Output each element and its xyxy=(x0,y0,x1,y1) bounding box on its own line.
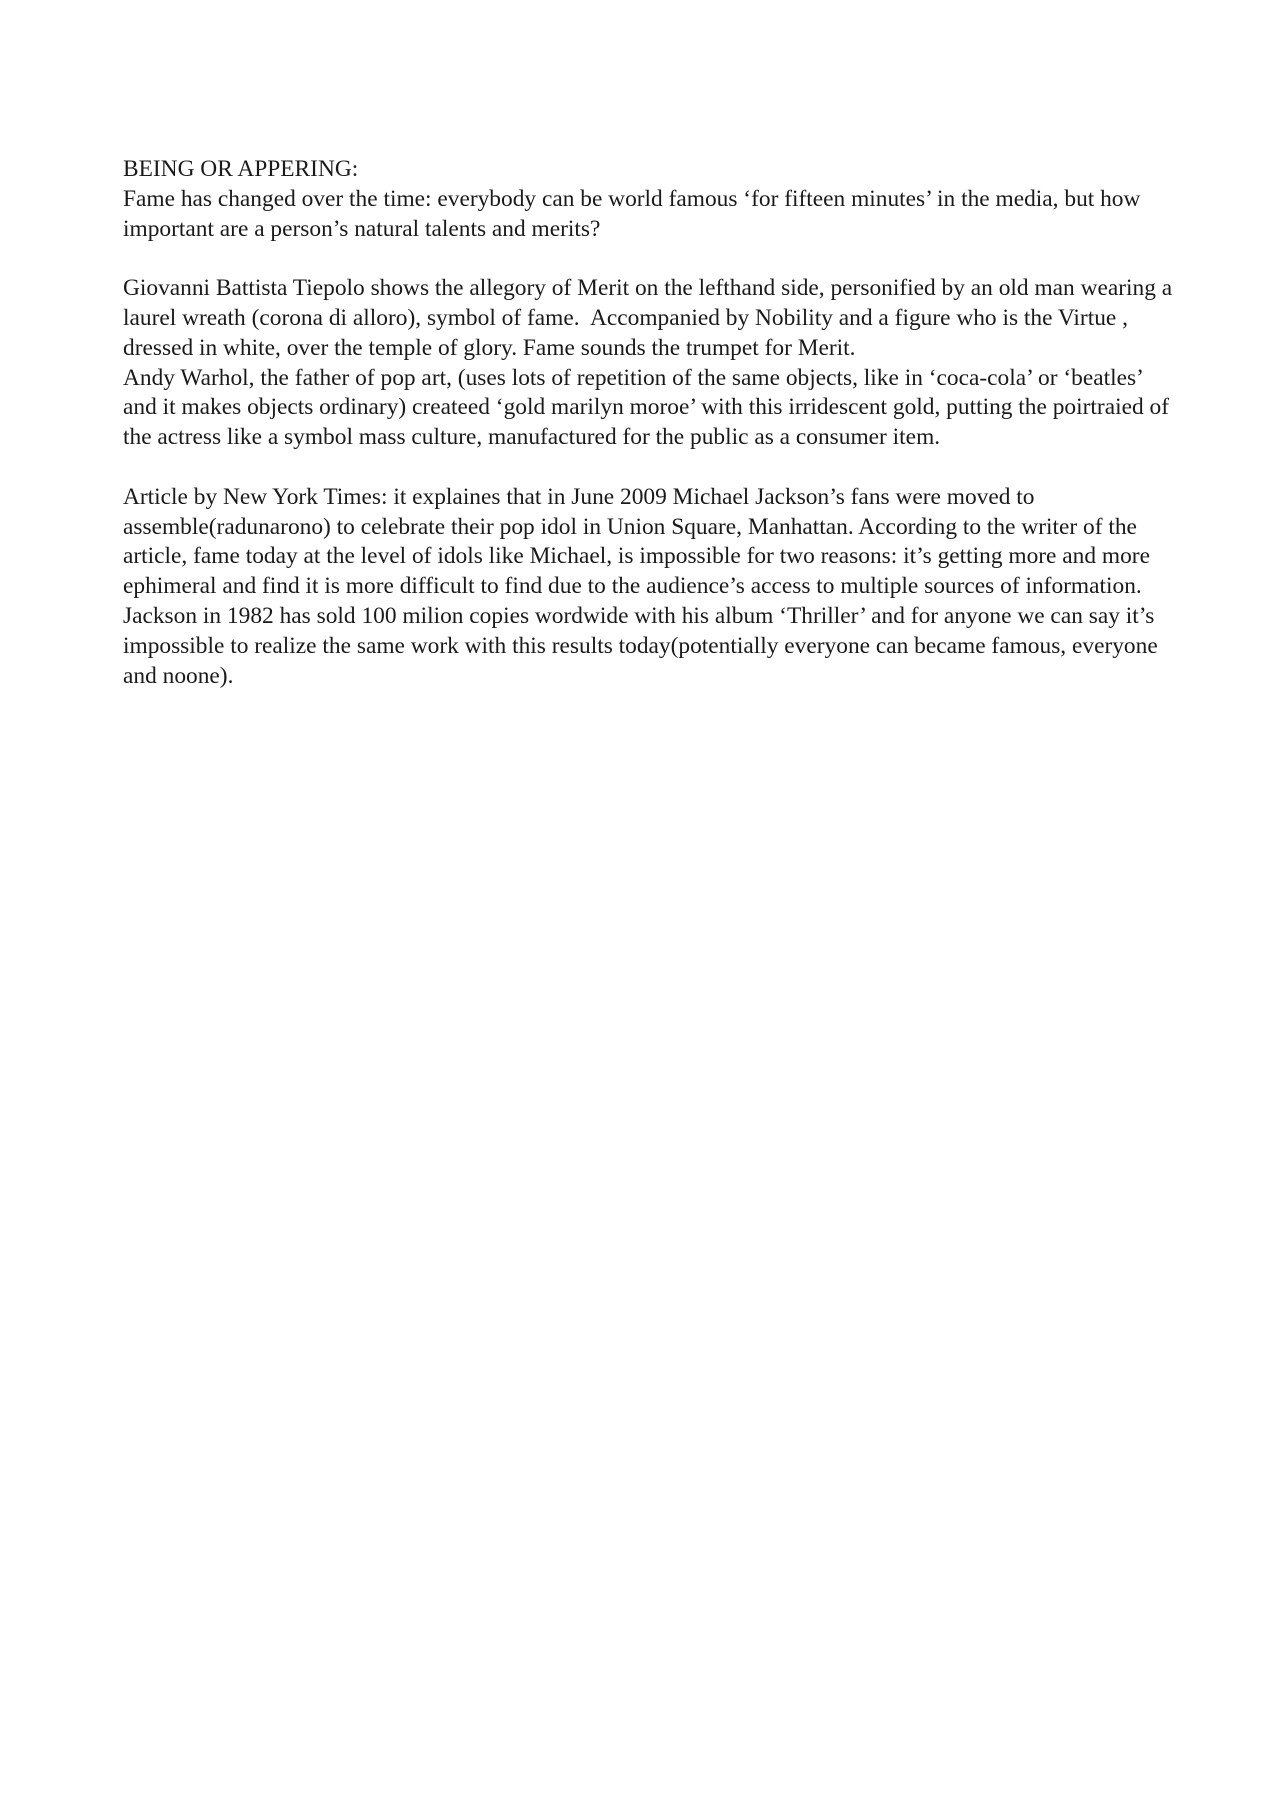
paragraph-fame-intro: Fame has changed over the time: everybody can be world famous ‘for fifteen minutes’ in the media, but how important are a person’s natural talents and merits? xyxy=(123,185,1147,242)
paragraph-spacer xyxy=(123,244,1173,274)
paragraph-warhol: Andy Warhol, the father of pop art, (uses lots of repetition of the same objects, like in ‘coca-cola’ or ‘beatles’ and it makes objects ordinary) createed ‘gold marilyn moroe’ with this irridescent gold, putting the poirtraied of the actress like a symbol mass culture, manufactured for the public as a consumer item. xyxy=(123,364,1175,451)
paragraph-spacer xyxy=(123,453,1173,483)
paragraph-nyt-article: Article by New York Times: it explaines that in June 2009 Michael Jackson’s fans were moved to assemble(radunarono) to celebrate their pop idol in Union Square, Manhattan. According to the writer of the article, fame today at the level of idols like Michael, is impossible for two reasons: it’s getting more and more ephimeral and find it is more difficult to find due to the audience’s access to multiple sources of information. Jackson in 1982 has sold 100 milion copies wordwide with his album ‘Thriller’ and for anyone we can say it’s impossible to realize the same work with this results today(potentially everyone can became famous, everyone and noone). xyxy=(123,483,1164,689)
document-heading: BEING OR APPERING: xyxy=(123,156,359,182)
document-body xyxy=(123,155,1178,691)
paragraph-tiepolo: Giovanni Battista Tiepolo shows the allegory of Merit on the lefthand side, personified by an old man wearing a laurel wreath (corona di alloro), symbol of fame. Accompanied by Nobility and a figure who is the Virtue , dressed in white, over the temple of glory. Fame sounds the trumpet for Merit. xyxy=(123,275,1178,361)
